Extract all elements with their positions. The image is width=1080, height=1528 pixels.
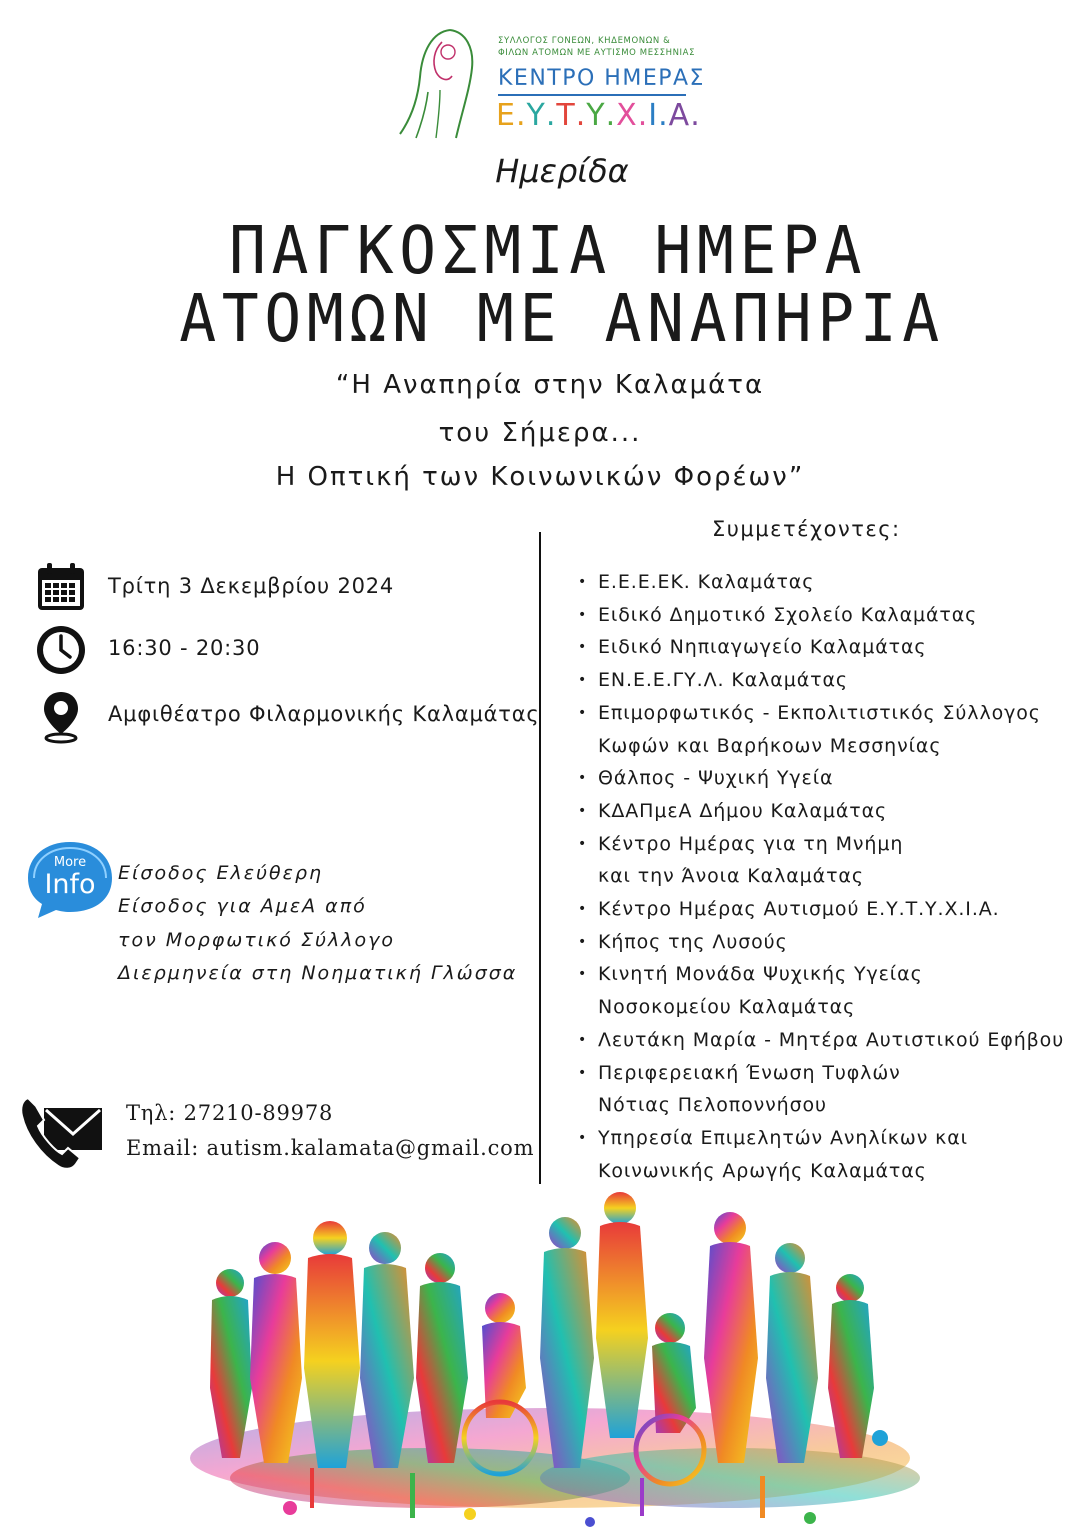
bullet-icon: •: [578, 770, 588, 787]
participant-name: Κοινωνικής Αρωγής Καλαμάτας: [598, 1159, 927, 1182]
acronym-letter: Α: [668, 98, 691, 133]
acronym-letter: .: [658, 98, 669, 133]
participant-name: Υπηρεσία Επιμελητών Ανηλίκων και: [598, 1126, 969, 1149]
center-title-underline: [498, 94, 686, 96]
participants-heading: Συμμετέχοντες:: [712, 517, 901, 541]
participant-item: [578, 1057, 1078, 1090]
participant-item: [578, 631, 1078, 664]
participant-item: [578, 599, 1078, 632]
acronym: [496, 98, 701, 133]
bullet-icon: •: [578, 574, 588, 590]
acronym-letter: Χ: [616, 98, 638, 133]
note-accessible-entry: Είσοδος για ΑμεΑ από: [118, 895, 367, 917]
participant-item: [578, 1024, 1078, 1057]
participant-item: [578, 566, 1078, 599]
note-free-entry: Είσοδος Ελεύθερη: [118, 862, 324, 884]
acronym-letter: .: [545, 98, 557, 133]
more-info-badge-main: Info: [44, 869, 96, 900]
bullet-icon: •: [578, 1031, 588, 1048]
note-cultural-association: τον Μορφωτικό Σύλλογο: [118, 929, 395, 951]
participant-item: [578, 795, 1078, 828]
calendar-icon: [34, 560, 90, 616]
participant-item: [578, 926, 1078, 959]
colorful-people-silhouettes-icon: [170, 1188, 930, 1528]
bullet-icon: •: [578, 639, 588, 656]
subtitle-line-1: “Η Αναπηρία στην Καλαμάτα: [335, 370, 765, 400]
location-pin-icon: [34, 688, 90, 744]
participant-name: Κήπος της Λυσούς: [598, 930, 788, 953]
event-date: Τρίτη 3 Δεκεμβρίου 2024: [108, 574, 395, 598]
contact-phone: Τηλ: 27210-89978: [126, 1101, 334, 1125]
acronym-letter: .: [690, 98, 701, 133]
participant-name: Κέντρο Ημέρας για τη Μνήμη: [598, 832, 904, 855]
participant-name: Θάλπος - Ψυχική Υγεία: [598, 767, 834, 790]
page-title-line-2: ΑΤΟΜΩΝ ΜΕ ΑΝΑΠΗΡΙΑ: [179, 280, 945, 357]
acronym-letter: .: [515, 98, 527, 133]
participant-name: Ειδικό Δημοτικό Σχολείο Καλαμάτας: [598, 603, 978, 626]
participant-item: [578, 1089, 1078, 1122]
organization-name-line-2: ΦΙΛΩΝ ΑΤΟΜΩΝ ΜΕ ΑΥΤΙΣΜΟ ΜΕΣΣΗΝΙΑΣ: [498, 48, 696, 58]
participant-name: Κέντρο Ημέρας Αυτισμού Ε.Υ.Τ.Υ.Χ.Ι.Α.: [598, 898, 1000, 921]
acronym-letter: Υ: [526, 98, 546, 133]
participant-item: [578, 828, 1078, 861]
bullet-icon: •: [578, 704, 588, 721]
bullet-icon: •: [578, 901, 588, 918]
center-title: ΚΕΝΤΡΟ ΗΜΕΡΑΣ: [498, 66, 705, 91]
note-sign-language: Διερμηνεία στη Νοηματική Γλώσσα: [118, 962, 518, 984]
participant-name: Νότιας Πελοποννήσου: [598, 1094, 827, 1117]
participant-name: Κινητή Μονάδα Ψυχικής Υγείας: [598, 963, 923, 986]
participant-item: [578, 893, 1078, 926]
event-venue: Αμφιθέατρο Φιλαρμονικής Καλαμάτας: [108, 702, 540, 726]
event-time: 16:30 - 20:30: [108, 636, 261, 660]
participant-item: [578, 762, 1078, 795]
more-info-badge-top: More: [53, 855, 87, 870]
participant-name: Λευτάκη Μαρία - Μητέρα Αυτιστικού Εφήβου: [598, 1028, 1065, 1051]
bullet-icon: •: [578, 1129, 588, 1146]
bullet-icon: •: [578, 606, 588, 623]
bullet-icon: •: [578, 1064, 588, 1081]
acronym-letter: .: [637, 98, 649, 133]
participant-name: ΚΔΑΠμεΑ Δήμου Καλαμάτας: [598, 799, 888, 822]
participant-item: [578, 860, 1078, 893]
bullet-icon: •: [578, 672, 588, 689]
acronym-letter: Υ: [586, 98, 606, 133]
acronym-letter: Τ: [556, 98, 576, 133]
contact-email: Email: autism.kalamata@gmail.com: [126, 1136, 535, 1160]
organization-name-line-1: ΣΥΛΛΟΓΟΣ ΓΟΝΕΩΝ, ΚΗΔΕΜΟΝΩΝ &: [498, 36, 671, 46]
bullet-icon: •: [578, 802, 588, 819]
participant-item: [578, 730, 1078, 763]
participant-item: [578, 664, 1078, 697]
participant-item: [578, 1122, 1078, 1155]
participant-name: Περιφερειακή Ένωση Τυφλών: [598, 1061, 901, 1084]
acronym-letter: Ι: [648, 98, 659, 133]
page-title-line-1: ΠΑΓΚΟΣΜΙΑ ΗΜΕΡΑ: [228, 212, 868, 289]
participant-item: [578, 958, 1078, 991]
bullet-icon: •: [578, 835, 588, 852]
participant-item: [578, 1155, 1078, 1188]
participant-name: ΕΝ.Ε.Ε.ΓΥ.Λ. Καλαμάτας: [598, 669, 848, 692]
phone-envelope-icon: [18, 1094, 104, 1172]
column-divider: [539, 532, 541, 1184]
participant-item: [578, 991, 1078, 1024]
more-info-icon: [20, 838, 116, 920]
bullet-icon: •: [578, 933, 588, 950]
participant-item: [578, 697, 1078, 730]
participants-list: [578, 566, 1078, 1187]
event-type: Ημερίδα: [495, 152, 629, 190]
participant-name: Νοσοκομείου Καλαμάτας: [598, 996, 856, 1019]
logo-mother-child-icon: [392, 22, 492, 140]
acronym-letter: Ε: [496, 98, 516, 133]
subtitle-line-3: Η Οπτική των Κοινωνικών Φορέων”: [275, 462, 805, 492]
participant-name: και την Άνοια Καλαμάτας: [598, 865, 864, 888]
participant-name: Ειδικό Νηπιαγωγείο Καλαμάτας: [598, 636, 927, 659]
participant-name: Κωφών και Βαρήκοων Μεσσηνίας: [598, 734, 942, 757]
participant-name: Ε.Ε.Ε.ΕΚ. Καλαμάτας: [598, 571, 815, 593]
participant-name: Επιμορφωτικός - Εκπολιτιστικός Σύλλογος: [598, 701, 1041, 724]
clock-icon: [34, 622, 90, 678]
acronym-letter: .: [575, 98, 587, 133]
bullet-icon: •: [578, 966, 588, 983]
acronym-letter: .: [605, 98, 617, 133]
subtitle-line-2: του Σήμερα...: [438, 418, 642, 448]
